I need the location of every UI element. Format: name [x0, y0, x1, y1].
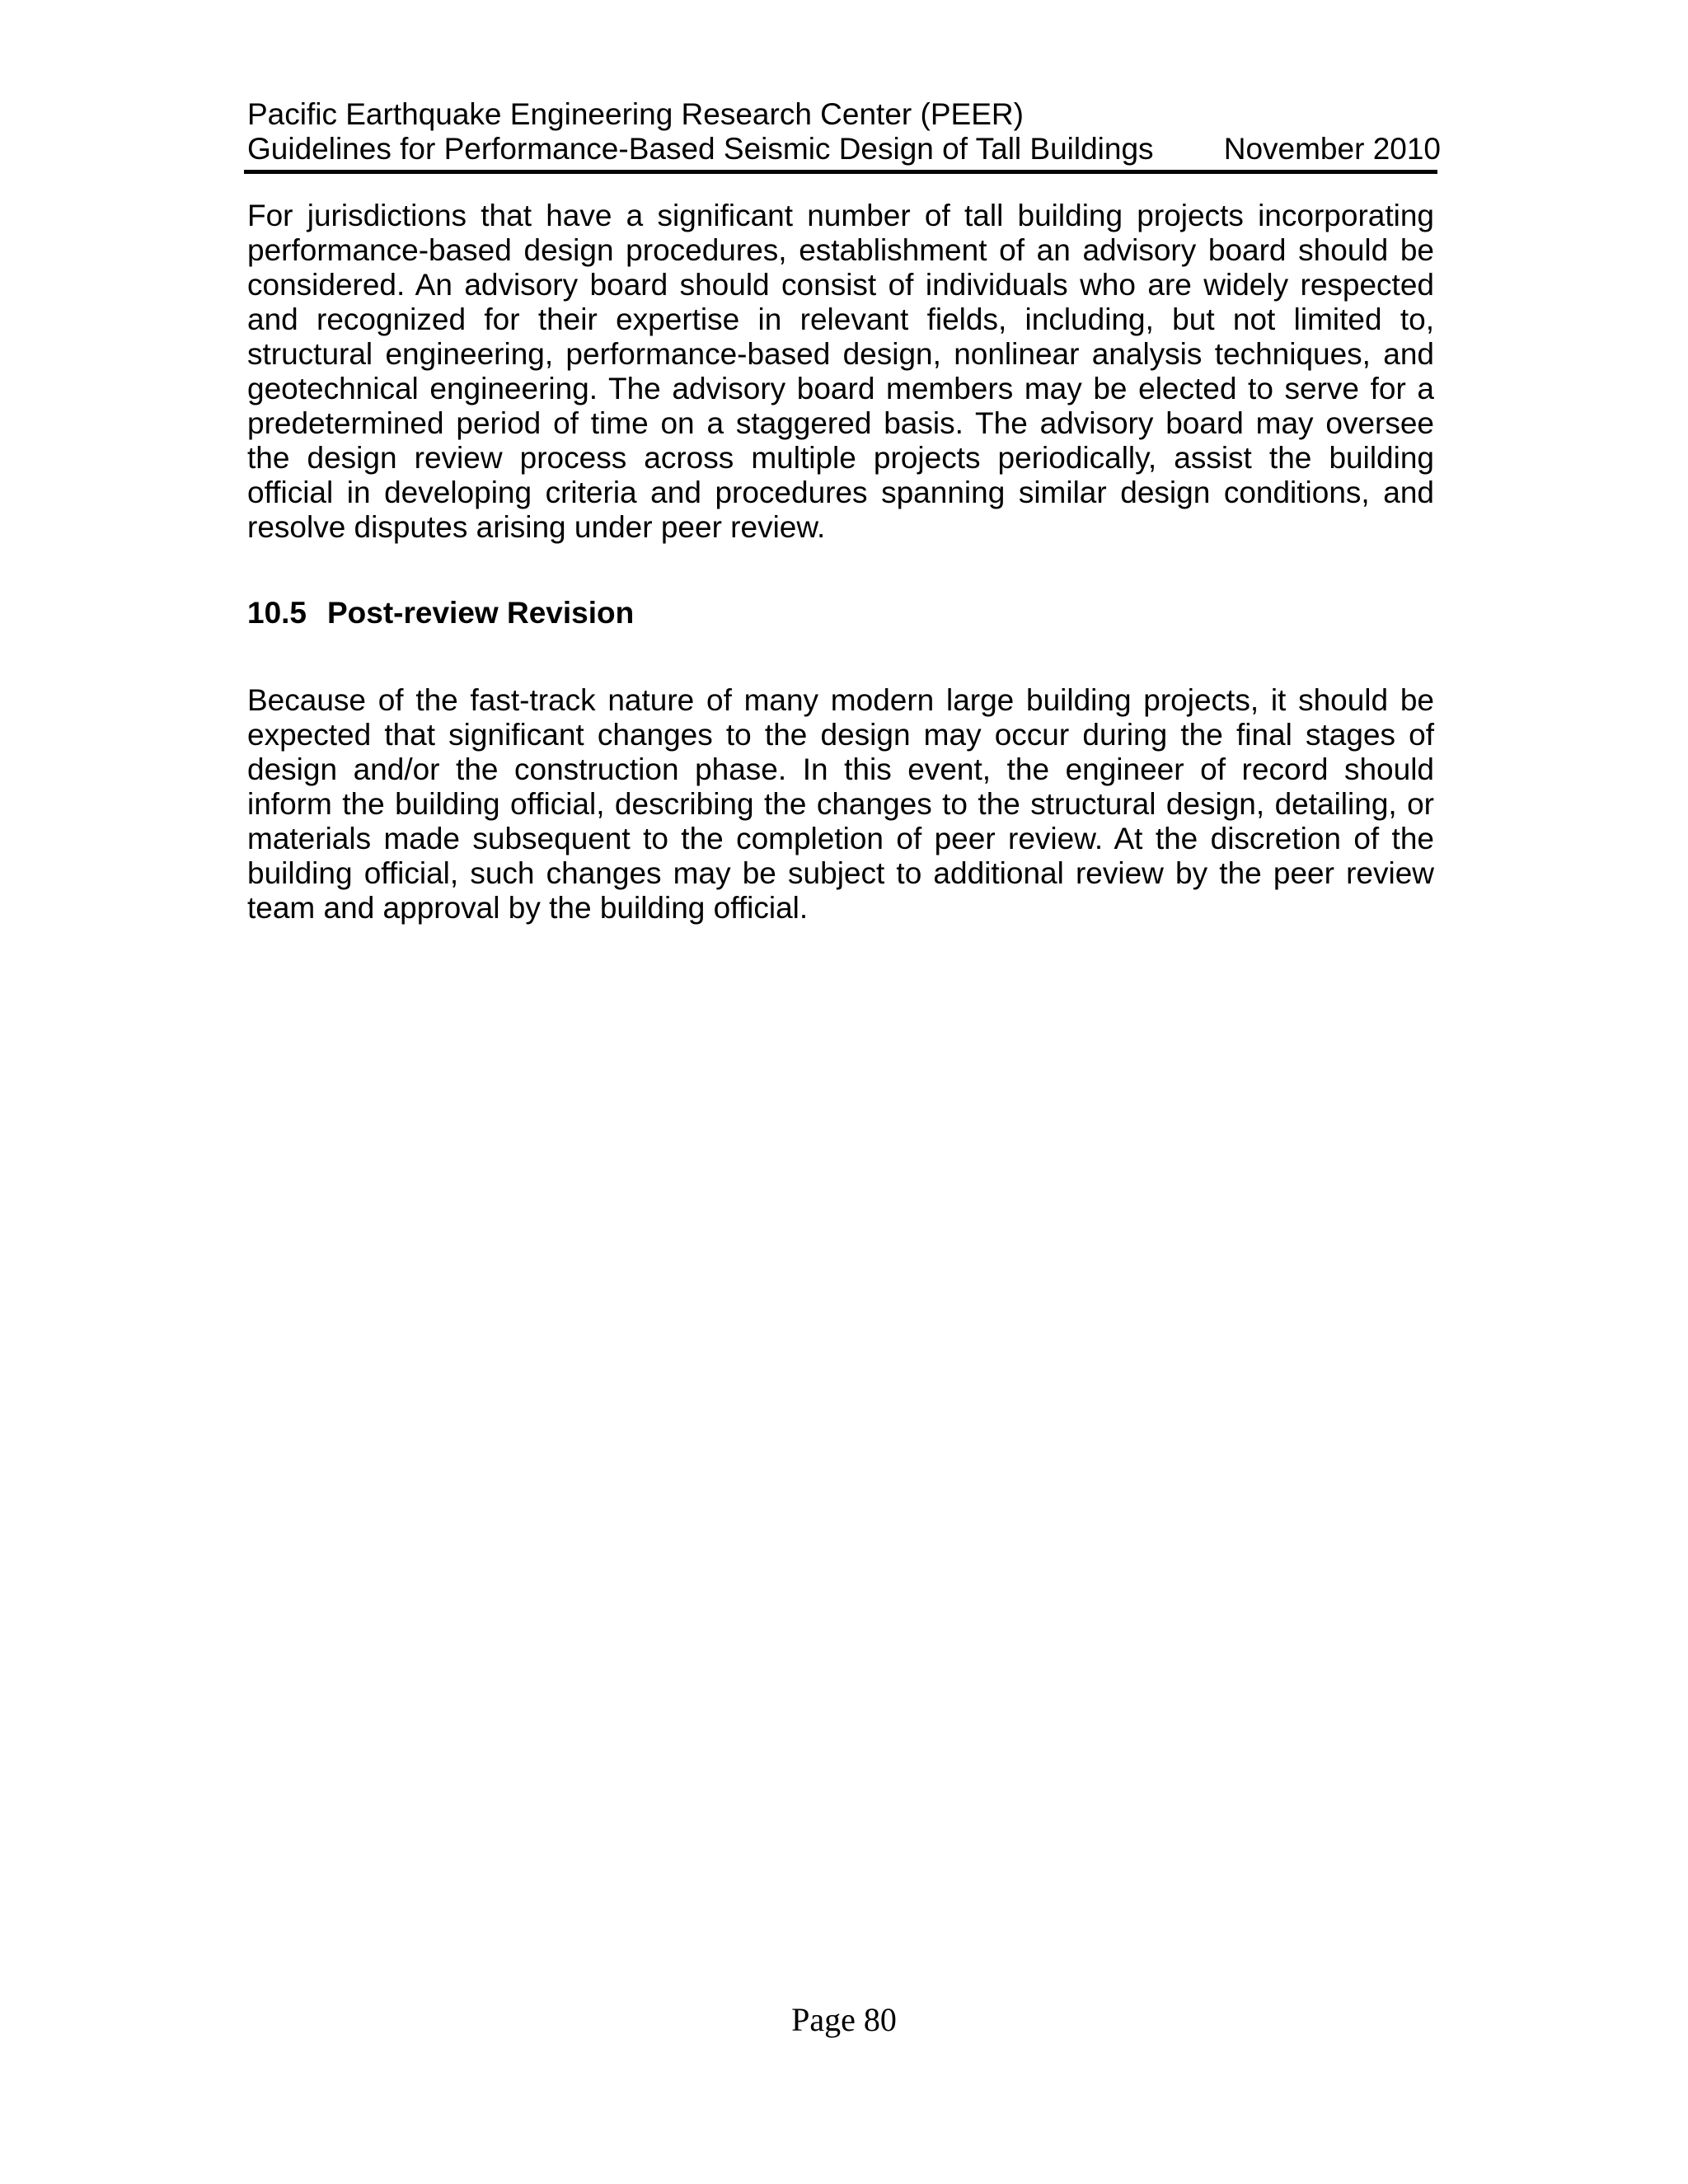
page-header [247, 97, 1441, 166]
page-number: Page 80 [791, 2001, 897, 2038]
section-paragraph: Because of the fast-track nature of many modern large building projects, it should be expected that significant changes to the design may occur during the final stages of design and/or the construction phase. In this event, the engineer of record should inform the building official, describing the changes to the structural design, detailing, or materials made subsequent to the completion of peer review. At the discretion of the building official, such changes may be subject to additional review by the peer review team and approval by the building official. [247, 683, 1434, 925]
header-divider [244, 170, 1437, 174]
header-document-title: Guidelines for Performance-Based Seismic Design of Tall Buildings [247, 132, 1154, 166]
header-title-row [247, 132, 1441, 166]
header-date: November 2010 [1223, 132, 1441, 166]
header-organization: Pacific Earthquake Engineering Research Center (PEER) [247, 97, 1024, 131]
intro-paragraph: For jurisdictions that have a significant number of tall building projects incorporating performance-based design procedures, establishment of an advisory board should be considered. An advisory board should consist of individuals who are widely respected and recognized for their expertise in relevant fields, including, but not limited to, structural engineering, performance-based design, nonlinear analysis techniques, and geotechnical engineering. The advisory board members may be elected to serve for a predetermined period of time on a staggered basis. The advisory board may oversee the design review process across multiple projects periodically, assist the building official in developing criteria and procedures spanning similar design conditions, and resolve disputes arising under peer review. [247, 199, 1434, 544]
page-content [247, 199, 1434, 926]
section-number: 10.5 [247, 596, 307, 630]
section-title: Post-review Revision [327, 596, 635, 630]
section-heading [247, 596, 1434, 630]
